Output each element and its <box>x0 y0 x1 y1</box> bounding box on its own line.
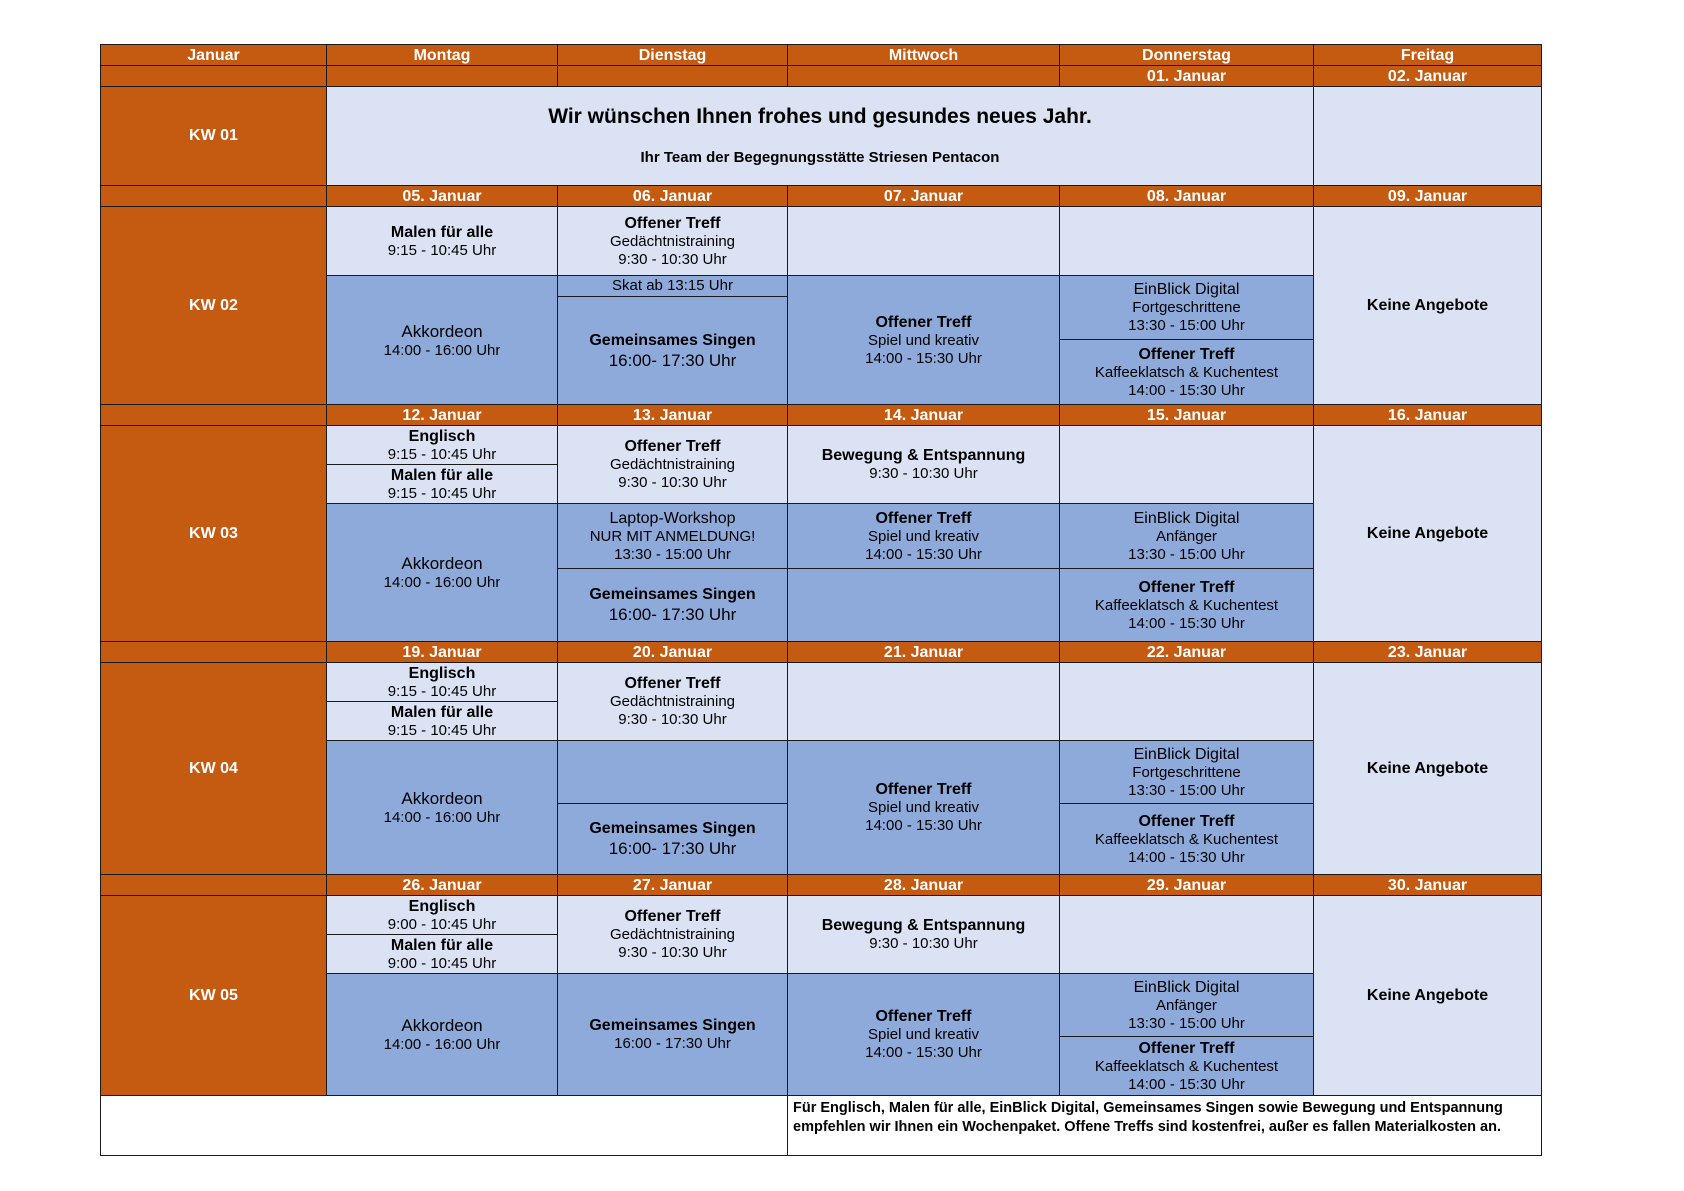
date-label: 13. Januar <box>632 406 713 424</box>
date-label: 12. Januar <box>402 406 482 424</box>
event-cell <box>1059 803 1314 875</box>
header-day-label: Dienstag <box>638 46 707 64</box>
event-subtitle: Gedächtnistraining <box>609 926 736 943</box>
date-cell <box>326 641 558 663</box>
event-title: Offener Treff <box>875 781 972 798</box>
event-time: 9:00 - 10:45 Uhr <box>387 954 497 972</box>
event-cell <box>1313 662 1542 875</box>
event-subtitle: NUR MIT ANMELDUNG! <box>589 527 756 545</box>
event-cell <box>557 425 788 504</box>
event-cell <box>787 425 1060 504</box>
event-title: Akkordeon <box>401 321 483 341</box>
date-cell <box>1313 404 1542 426</box>
event-time: 14:00 - 16:00 Uhr <box>383 574 501 591</box>
event-cell-empty <box>1059 206 1314 276</box>
date-cell <box>1059 65 1314 87</box>
week-label: KW 04 <box>189 759 238 777</box>
event-title: Bewegung & Entspannung <box>821 447 1026 464</box>
event-subtitle: Kaffeeklatsch & Kuchentest <box>1094 1057 1279 1075</box>
event-title: Malen für alle <box>390 936 494 954</box>
date-cell <box>557 641 788 663</box>
event-cell-empty <box>787 206 1060 276</box>
event-title: Bewegung & Entspannung <box>821 917 1026 934</box>
event-time: 13:30 - 15:00 Uhr <box>1128 317 1245 334</box>
event-time: 9:30 - 10:30 Uhr <box>618 250 727 268</box>
date-cell <box>1313 641 1542 663</box>
date-cell <box>1059 641 1314 663</box>
event-subtitle: Kaffeeklatsch & Kuchentest <box>1094 596 1279 614</box>
footnote-text: Für Englisch, Malen für alle, EinBlick Digital, Gemeinsames Singen sowie Bewegung und Entspannung empfehlen wir Ihnen ein Wochenpaket. Offene Treffs sind kostenfrei, außer es fallen Materialkosten an. <box>793 1100 1503 1135</box>
event-subtitle: Kaffeeklatsch & Kuchentest <box>1094 830 1279 848</box>
event-title: Offener Treff <box>875 509 972 527</box>
event-subtitle: Fortgeschrittene <box>1132 299 1241 316</box>
banner-greeting: Wir wünschen Ihnen frohes und gesundes neues Jahr. <box>548 105 1092 128</box>
event-cell <box>1059 339 1314 405</box>
event-cell <box>1313 206 1542 405</box>
event-title: Gemeinsames Singen <box>589 820 756 837</box>
event-cell <box>326 973 558 1096</box>
event-title: Akkordeon <box>401 554 483 573</box>
event-subtitle: Anfänger <box>1156 527 1217 545</box>
no-offers-label: Keine Angebote <box>1366 297 1489 314</box>
event-title: Malen für alle <box>390 703 494 721</box>
event-title: Offener Treff <box>624 908 721 925</box>
week-label-kw03 <box>100 425 327 642</box>
event-time: 13:30 - 15:00 Uhr <box>1128 1014 1245 1032</box>
event-title: Akkordeon <box>401 789 483 808</box>
event-title: EinBlick Digital <box>1133 978 1240 996</box>
event-title: Offener Treff <box>1138 345 1235 363</box>
event-time: 9:15 - 10:45 Uhr <box>387 445 497 463</box>
event-subtitle: Spiel und kreativ <box>868 1026 979 1043</box>
event-cell-empty <box>1059 895 1314 974</box>
event-time: 13:30 - 15:00 Uhr <box>1128 545 1245 563</box>
event-time: 14:00 - 15:30 Uhr <box>865 817 982 834</box>
date-label: 28. Januar <box>883 876 964 894</box>
event-subtitle: Anfänger <box>1156 996 1217 1014</box>
event-cell <box>326 425 558 465</box>
event-subtitle: Gedächtnistraining <box>609 232 736 250</box>
event-subtitle: Gedächtnistraining <box>609 693 736 710</box>
date-label: 02. Januar <box>1387 67 1468 85</box>
event-title: Offener Treff <box>624 438 721 455</box>
event-cell-empty <box>787 662 1060 741</box>
date-label: 01. Januar <box>1146 67 1227 85</box>
event-time: 9:00 - 10:45 Uhr <box>387 915 497 933</box>
event-cell <box>326 662 558 702</box>
event-cell <box>326 464 558 504</box>
week-label: KW 01 <box>189 127 238 144</box>
date-label: 27. Januar <box>632 876 713 894</box>
event-subtitle: Gedächtnistraining <box>609 456 736 473</box>
date-cell <box>1313 65 1542 87</box>
date-cell <box>1313 185 1542 207</box>
event-cell <box>787 275 1060 405</box>
date-label: 20. Januar <box>632 643 713 661</box>
event-time: 9:30 - 10:30 Uhr <box>618 711 727 728</box>
event-time: 16:00- 17:30 Uhr <box>608 350 737 370</box>
event-time: 13:30 - 15:00 Uhr <box>614 545 731 563</box>
event-time: 9:15 - 10:45 Uhr <box>387 241 497 259</box>
event-cell <box>326 503 558 642</box>
date-cell-empty <box>100 65 327 87</box>
event-time: 16:00- 17:30 Uhr <box>608 839 737 858</box>
event-cell <box>1059 973 1314 1037</box>
event-title: Offener Treff <box>875 313 972 331</box>
event-cell <box>557 503 788 569</box>
header-day-wednesday <box>787 44 1060 66</box>
event-title: Malen für alle <box>390 466 494 484</box>
date-cell <box>326 874 558 896</box>
event-cell-empty <box>787 568 1060 642</box>
date-label: 30. Januar <box>1387 876 1468 894</box>
event-cell <box>1059 1036 1314 1096</box>
no-offers-label: Keine Angebote <box>1366 760 1489 777</box>
event-title: EinBlick Digital <box>1133 281 1240 298</box>
event-time: 13:30 - 15:00 Uhr <box>1128 781 1245 799</box>
date-cell <box>787 641 1060 663</box>
date-cell-empty <box>326 65 558 87</box>
week-label: KW 02 <box>189 296 238 314</box>
event-cell <box>557 895 788 974</box>
event-cell <box>1059 503 1314 569</box>
event-time: 14:00 - 16:00 Uhr <box>383 341 501 359</box>
event-title: Offener Treff <box>1138 578 1235 596</box>
header-day-label: Montag <box>413 46 471 64</box>
event-title: Offener Treff <box>1138 1039 1235 1057</box>
event-cell <box>326 701 558 741</box>
date-label: 08. Januar <box>1146 187 1227 205</box>
event-cell <box>557 275 788 297</box>
event-title: Gemeinsames Singen <box>589 331 756 349</box>
date-cell <box>787 185 1060 207</box>
date-label: 22. Januar <box>1146 643 1227 661</box>
event-cell <box>787 503 1060 569</box>
event-title: Laptop-Workshop <box>609 509 736 527</box>
event-cell <box>557 803 788 875</box>
event-time: 9:30 - 10:30 Uhr <box>618 944 727 961</box>
event-title: Englisch <box>408 427 476 445</box>
event-cell <box>557 206 788 276</box>
event-time: 9:30 - 10:30 Uhr <box>869 935 978 952</box>
event-time: 14:00 - 15:30 Uhr <box>865 1044 982 1061</box>
event-time: 16:00 - 17:30 Uhr <box>614 1035 731 1052</box>
week-label: KW 03 <box>189 524 238 542</box>
event-cell <box>787 740 1060 875</box>
new-year-banner <box>326 86 1314 186</box>
event-cell-empty <box>1313 86 1542 186</box>
date-cell-empty <box>787 65 1060 87</box>
date-cell <box>1313 874 1542 896</box>
event-cell-empty <box>1059 425 1314 504</box>
week-label-kw04 <box>100 662 327 875</box>
week-label-kw05 <box>100 895 327 1096</box>
event-time: 9:30 - 10:30 Uhr <box>869 465 978 482</box>
no-offers-label: Keine Angebote <box>1366 987 1489 1004</box>
event-time: 14:00 - 16:00 Uhr <box>383 809 501 826</box>
header-day-tuesday <box>557 44 788 66</box>
date-label: 23. Januar <box>1387 643 1468 661</box>
event-time: 9:30 - 10:30 Uhr <box>618 474 727 491</box>
date-cell <box>326 185 558 207</box>
footer-empty-cell <box>100 1095 788 1156</box>
date-cell-empty <box>100 874 327 896</box>
event-time: 9:15 - 10:45 Uhr <box>387 484 497 502</box>
header-day-monday <box>326 44 558 66</box>
date-cell <box>557 874 788 896</box>
event-time: 9:15 - 10:45 Uhr <box>387 721 497 739</box>
date-label: 06. Januar <box>632 187 713 205</box>
date-label: 15. Januar <box>1146 406 1227 424</box>
header-month-label: Januar <box>187 46 240 64</box>
header-day-friday <box>1313 44 1542 66</box>
date-cell <box>557 404 788 426</box>
event-title: Offener Treff <box>875 1008 972 1025</box>
date-cell <box>1059 404 1314 426</box>
event-title: Gemeinsames Singen <box>589 1017 756 1034</box>
date-cell-empty <box>100 404 327 426</box>
event-cell <box>557 296 788 405</box>
week-label-kw01 <box>100 86 327 186</box>
event-subtitle: Spiel und kreativ <box>868 331 979 349</box>
event-note: Skat ab 13:15 Uhr <box>612 277 733 294</box>
event-time: 14:00 - 16:00 Uhr <box>383 1036 501 1053</box>
date-cell <box>557 185 788 207</box>
date-cell <box>1059 874 1314 896</box>
week-label: KW 05 <box>189 986 238 1004</box>
date-label: 26. Januar <box>402 876 482 894</box>
event-title: Englisch <box>408 664 476 682</box>
event-title: EinBlick Digital <box>1133 509 1240 527</box>
header-day-label: Freitag <box>1400 46 1455 64</box>
event-cell <box>1059 568 1314 642</box>
event-subtitle: Fortgeschrittene <box>1132 763 1241 781</box>
header-day-label: Mittwoch <box>888 46 959 64</box>
event-cell <box>326 740 558 875</box>
event-cell <box>326 895 558 935</box>
date-label: 19. Januar <box>402 643 482 661</box>
event-cell <box>326 206 558 276</box>
header-day-label: Donnerstag <box>1142 46 1231 64</box>
event-cell <box>1313 425 1542 642</box>
event-title: Malen für alle <box>390 223 494 241</box>
event-title: Offener Treff <box>624 214 721 232</box>
event-time: 14:00 - 15:30 Uhr <box>1128 381 1245 399</box>
date-label: 09. Januar <box>1387 187 1468 205</box>
event-title: Englisch <box>408 897 476 915</box>
date-cell <box>787 404 1060 426</box>
event-title: EinBlick Digital <box>1133 745 1240 763</box>
date-cell-empty <box>100 185 327 207</box>
event-time: 16:00- 17:30 Uhr <box>608 605 737 624</box>
date-label: 14. Januar <box>883 406 964 424</box>
event-cell <box>787 895 1060 974</box>
date-cell <box>1059 185 1314 207</box>
event-cell <box>787 973 1060 1096</box>
event-time: 14:00 - 15:30 Uhr <box>1128 1075 1245 1093</box>
event-cell <box>1313 895 1542 1096</box>
event-cell <box>557 973 788 1096</box>
banner-signature: Ihr Team der Begegnungsstätte Striesen Pentacon <box>640 149 1000 166</box>
week-label-kw02 <box>100 206 327 405</box>
event-subtitle: Spiel und kreativ <box>868 799 979 816</box>
no-offers-label: Keine Angebote <box>1366 525 1489 542</box>
event-cell <box>557 662 788 741</box>
event-cell <box>326 275 558 405</box>
event-time: 14:00 - 15:30 Uhr <box>865 545 982 563</box>
event-time: 9:15 - 10:45 Uhr <box>387 682 497 700</box>
event-time: 14:00 - 15:30 Uhr <box>1128 848 1245 866</box>
date-cell-empty <box>557 65 788 87</box>
event-cell <box>326 934 558 974</box>
event-title: Offener Treff <box>624 675 721 692</box>
date-cell <box>326 404 558 426</box>
date-label: 21. Januar <box>883 643 964 661</box>
event-cell <box>1059 740 1314 804</box>
event-title: Offener Treff <box>1138 812 1235 830</box>
header-day-thursday <box>1059 44 1314 66</box>
event-time: 14:00 - 15:30 Uhr <box>1128 614 1245 632</box>
date-label: 07. Januar <box>883 187 964 205</box>
event-time: 14:00 - 15:30 Uhr <box>865 349 982 367</box>
event-title: Gemeinsames Singen <box>589 586 756 603</box>
event-cell-empty <box>1059 662 1314 741</box>
event-title: Akkordeon <box>401 1016 483 1035</box>
date-cell-empty <box>100 641 327 663</box>
date-cell <box>787 874 1060 896</box>
event-cell <box>1059 275 1314 340</box>
footnote <box>787 1095 1542 1156</box>
date-label: 05. Januar <box>402 187 482 205</box>
date-label: 16. Januar <box>1387 406 1468 424</box>
calendar-table <box>100 44 1542 1156</box>
event-subtitle: Kaffeeklatsch & Kuchentest <box>1094 363 1279 381</box>
header-month <box>100 44 327 66</box>
event-cell <box>557 568 788 642</box>
event-subtitle: Spiel und kreativ <box>868 527 979 545</box>
date-label: 29. Januar <box>1146 876 1227 894</box>
event-cell-empty <box>557 740 788 804</box>
